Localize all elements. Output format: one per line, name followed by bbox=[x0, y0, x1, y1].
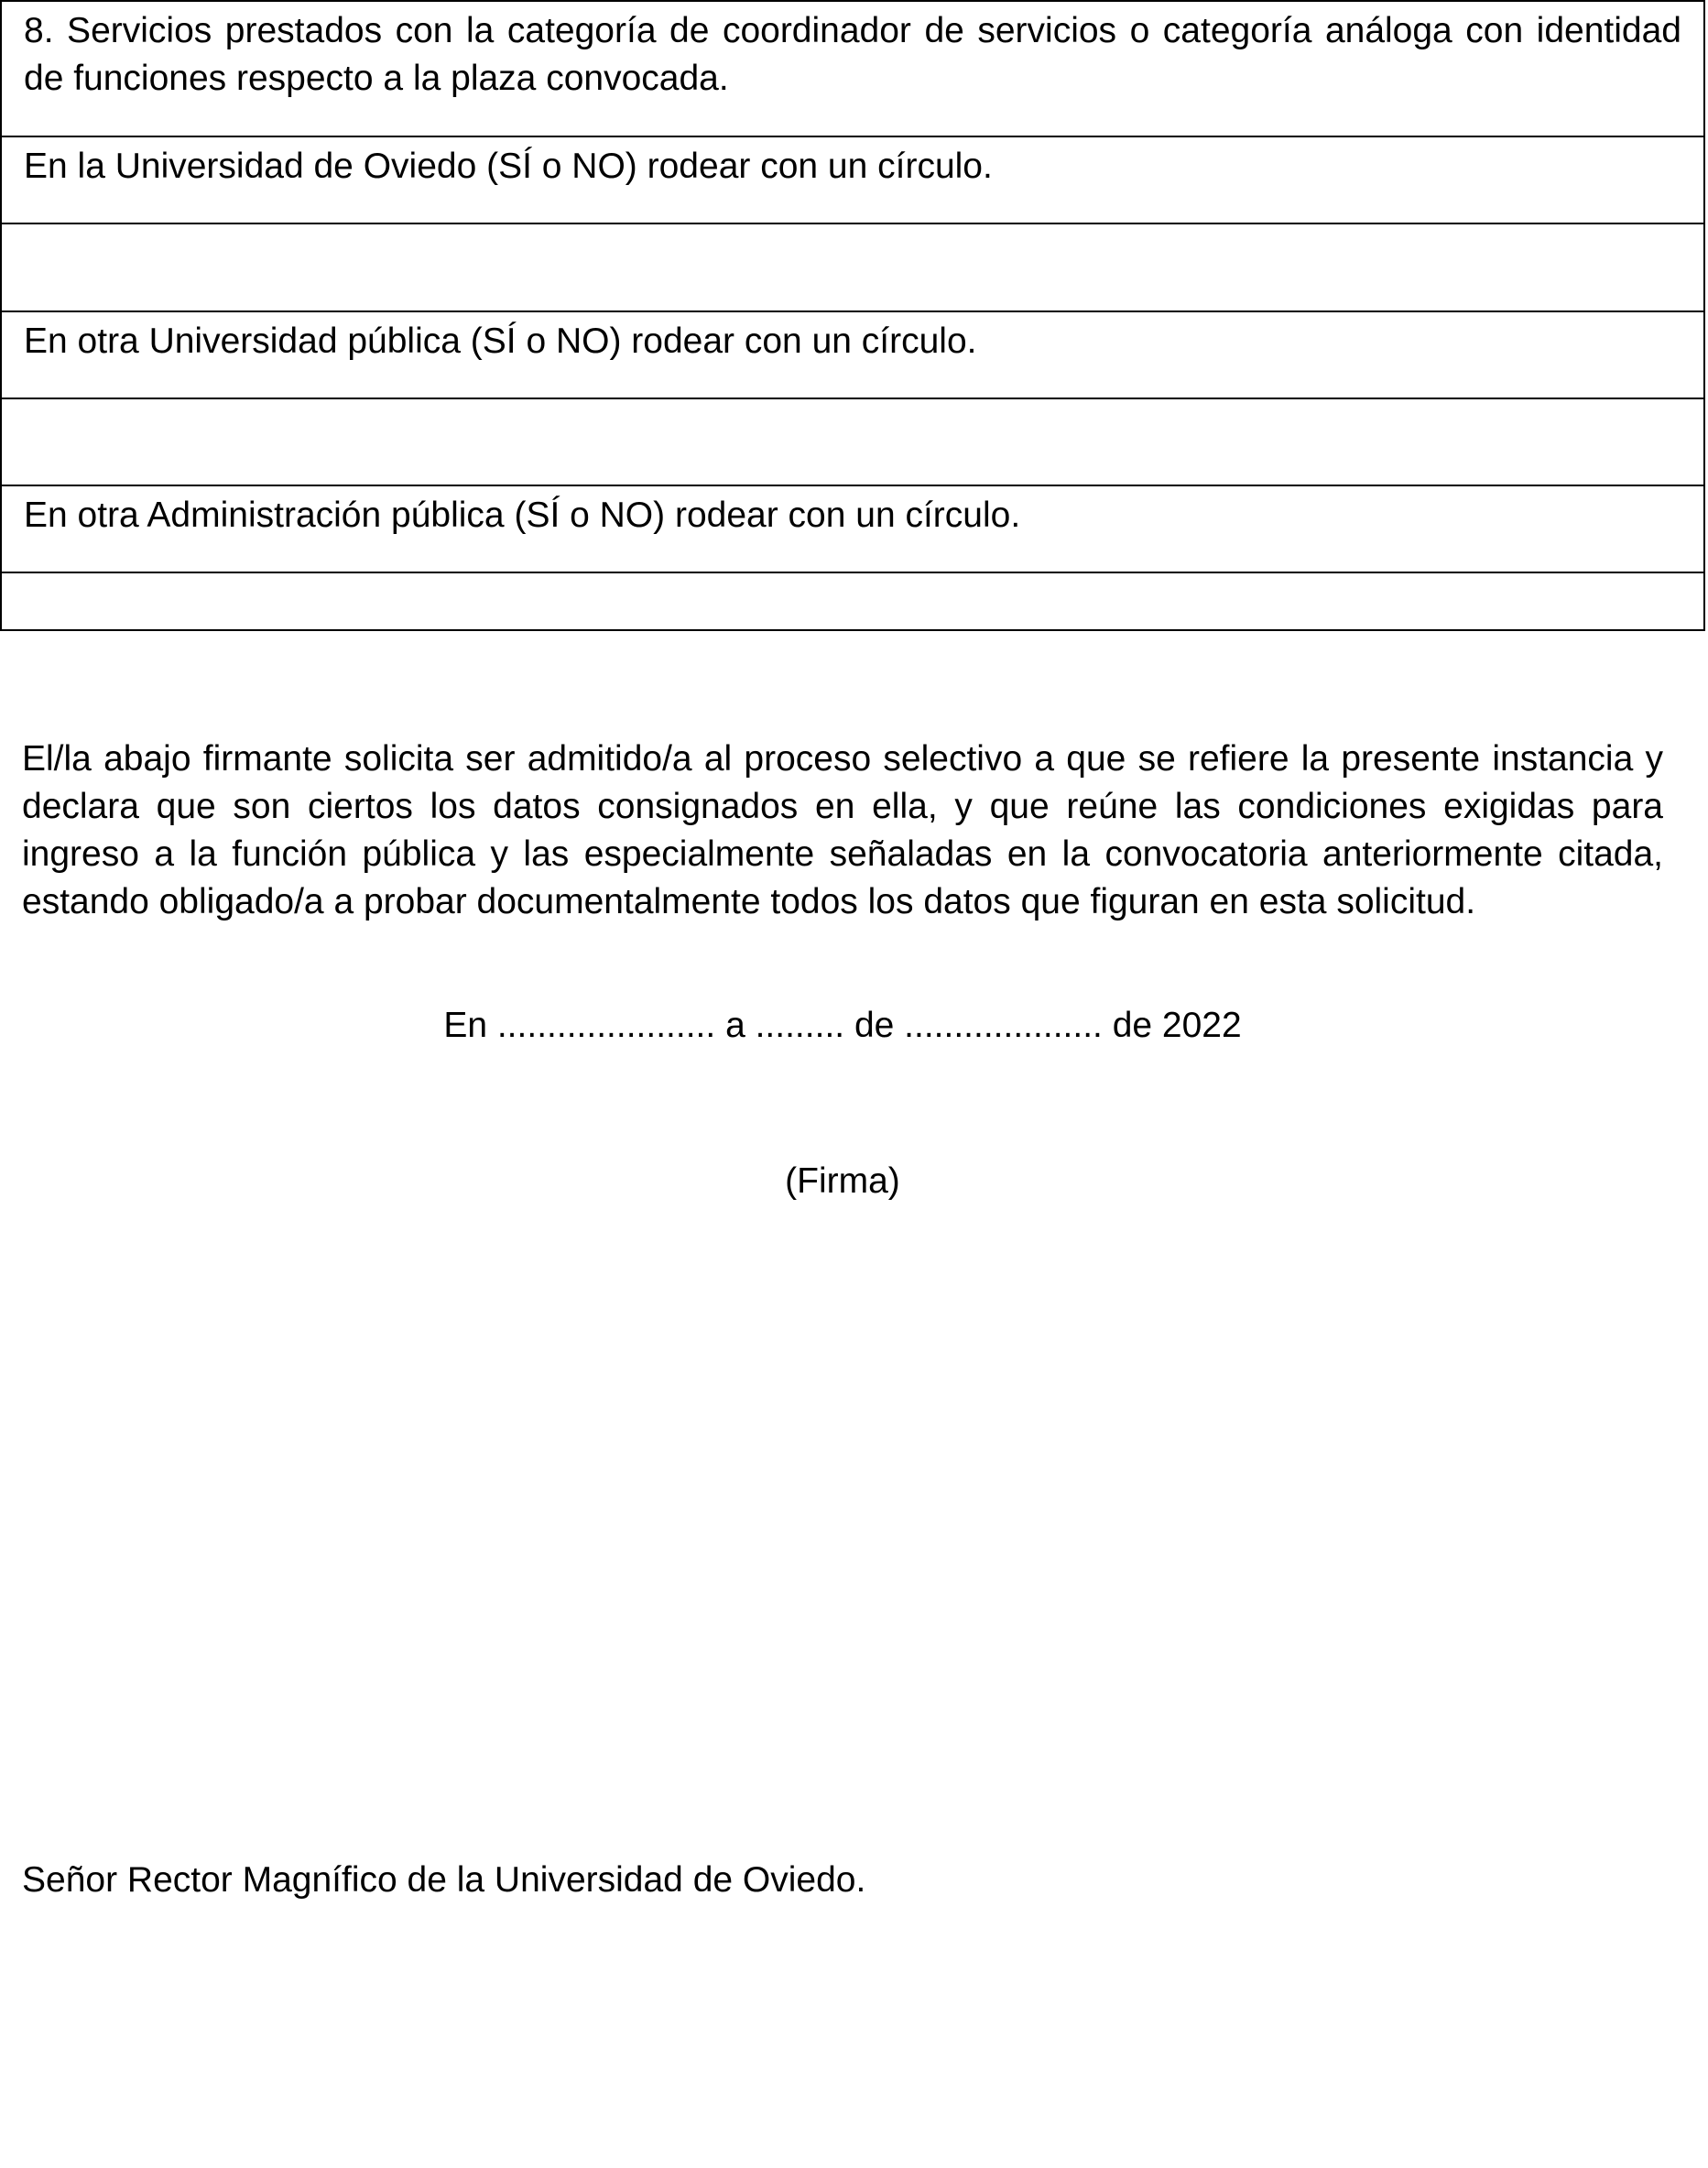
row-otra-universidad: En otra Universidad pública (SÍ o NO) rodear con un círculo. bbox=[2, 312, 1703, 399]
declaration-paragraph: El/la abajo firmante solicita ser admitido/a al proceso selectivo a que se refiere la presente instancia y declara que son ciertos los datos consignados en ella, y que reúne las condiciones exigidas para ingreso a la función pública y las especialmente señaladas en la convocatoria anteriormente citada, estando obligado/a a probar documentalmente todos los datos que figuran en esta solicitud. bbox=[22, 739, 1663, 921]
answer-field-universidad-oviedo[interactable] bbox=[2, 224, 1703, 312]
row-otra-administracion: En otra Administración pública (SÍ o NO) rodear con un círculo. bbox=[2, 486, 1703, 573]
table-heading: 8. Servicios prestados con la categoría de coordinador de servicios o categoría análoga con identidad de funciones respecto a la plaza convocada. bbox=[2, 2, 1703, 137]
answer-field-otra-universidad[interactable] bbox=[2, 399, 1703, 486]
date-line: En ...................... a ......... de .................... de 2022 bbox=[443, 1006, 1242, 1045]
signature-label: (Firma) bbox=[785, 1161, 900, 1201]
row-universidad-oviedo: En la Universidad de Oviedo (SÍ o NO) rodear con un círculo. bbox=[2, 137, 1703, 224]
addressee: Señor Rector Magnífico de la Universidad de Oviedo. bbox=[22, 1860, 866, 1900]
services-table bbox=[0, 0, 1705, 631]
answer-field-otra-administracion[interactable] bbox=[2, 573, 1703, 631]
